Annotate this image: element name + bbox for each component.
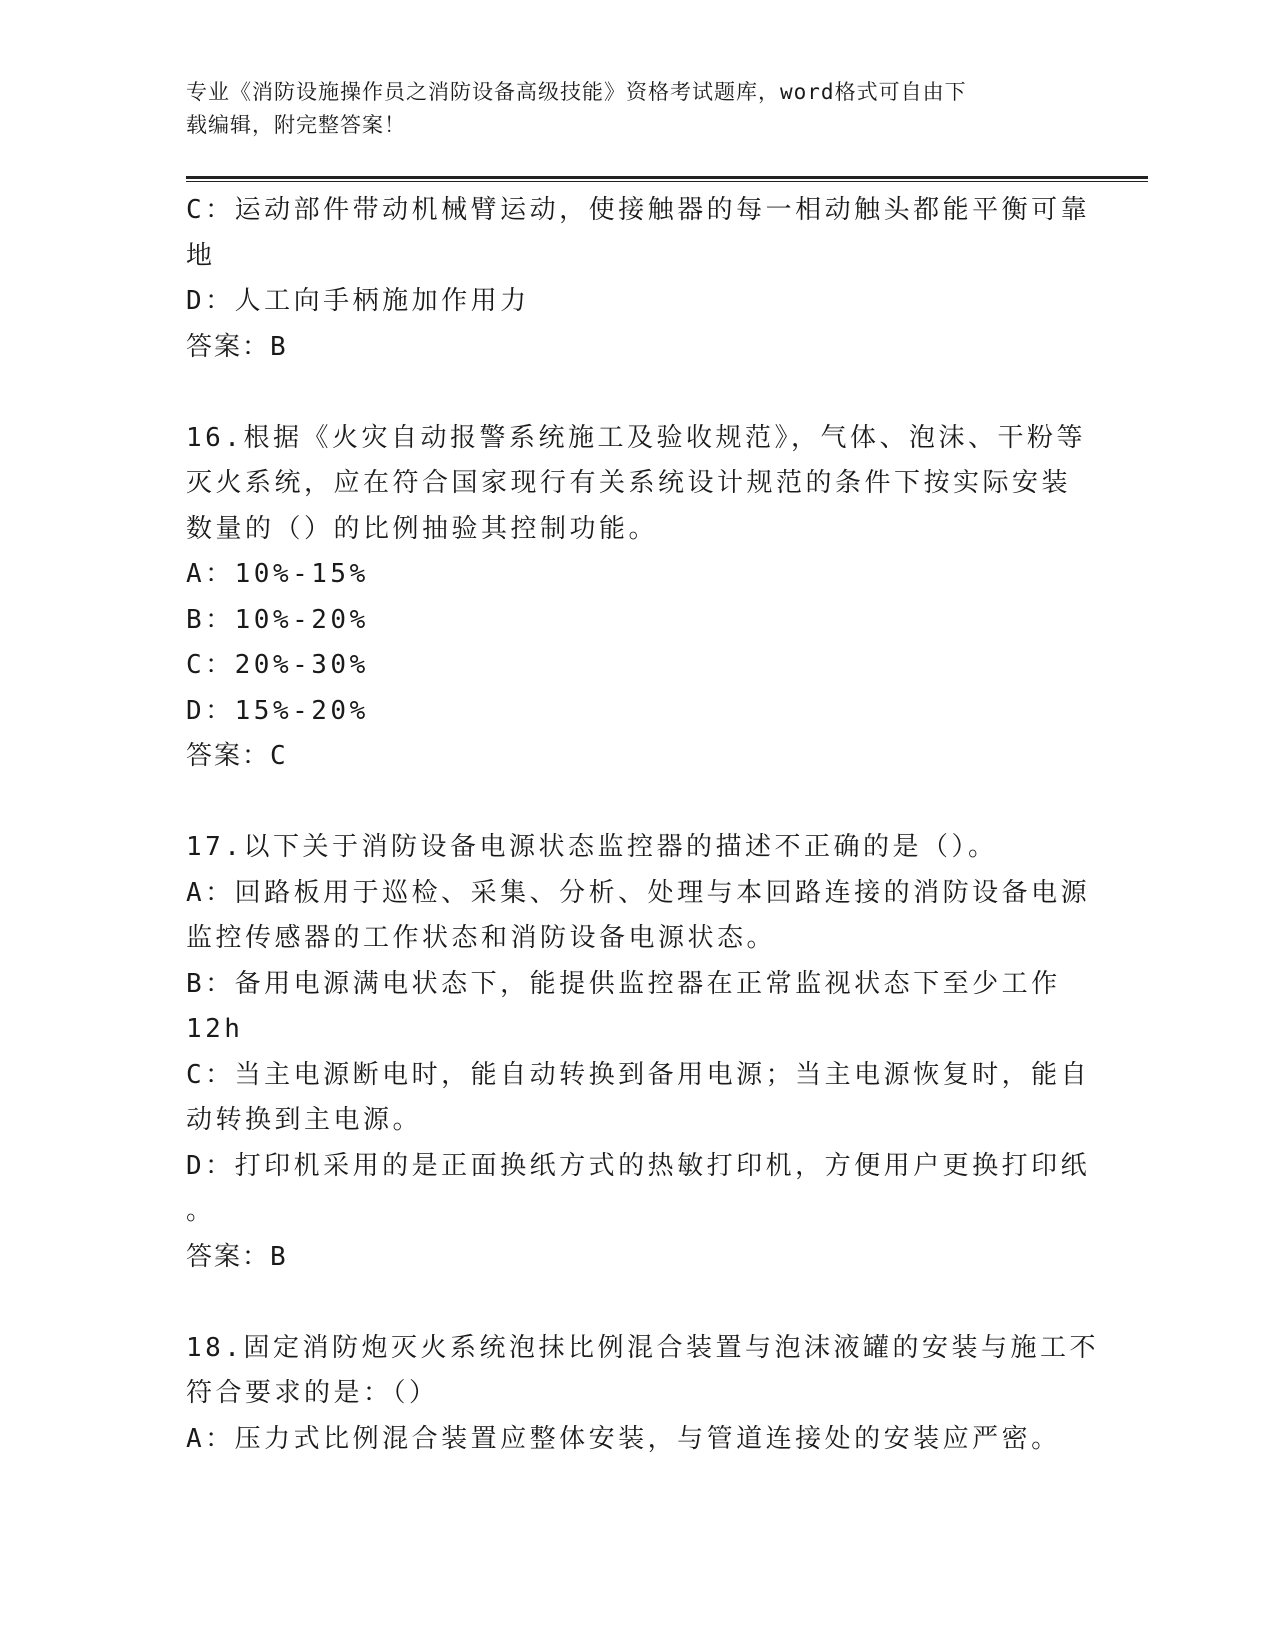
q17-option-d-line-2: 。 — [186, 1196, 216, 1226]
header-line-1: 专业《消防设施操作员之消防设备高级技能》资格考试题库，word格式可自由下 — [186, 80, 967, 104]
spacer — [186, 1280, 1066, 1326]
question-content — [186, 188, 1099, 1462]
q17-option-b-line-1: B：备用电源满电状态下，能提供监控器在正常监视状态下至少工作 — [186, 968, 1061, 999]
header-divider-thick — [186, 176, 1148, 179]
q17-option-a-line-1: A：回路板用于巡检、采集、分析、处理与本回路连接的消防设备电源 — [186, 877, 1091, 908]
q16-option-b: B：10%-20% — [186, 604, 369, 635]
q15-option-c-line-2: 地 — [186, 240, 216, 271]
q16-answer: 答案：C — [186, 741, 288, 771]
spacer — [186, 780, 1066, 826]
q16-option-a: A：10%-15% — [186, 559, 369, 589]
q17-option-b-line-2: 12h — [186, 1014, 244, 1044]
q16-option-d: D：15%-20% — [186, 695, 369, 726]
q18-option-a: A：压力式比例混合装置应整体安装，与管道连接处的安装应严密。 — [186, 1423, 1061, 1454]
q15-answer: 答案：B — [186, 331, 288, 362]
q17-option-a-line-2: 监控传感器的工作状态和消防设备电源状态。 — [186, 923, 777, 953]
q18-stem-line-1: 18.固定消防炮灭火系统泡抹比例混合装置与泡沫液罐的安装与施工不 — [186, 1332, 1099, 1363]
q17-stem: 17.以下关于消防设备电源状态监控器的描述不正确的是（）。 — [186, 832, 998, 862]
q15-option-c-line-1: C：运动部件带动机械臂运动，使接触器的每一相动触头都能平衡可靠 — [186, 195, 1091, 225]
q15-option-d: D：人工向手柄施加作用力 — [186, 286, 530, 316]
q18-stem-line-2: 符合要求的是：（） — [186, 1378, 439, 1408]
q16-stem-line-3: 数量的（）的比例抽验其控制功能。 — [186, 513, 659, 544]
q16-stem-line-2: 灭火系统，应在符合国家现行有关系统设计规范的条件下按实际安装 — [186, 468, 1072, 498]
q17-option-c-line-2: 动转换到主电源。 — [186, 1105, 423, 1135]
document-header — [186, 76, 1066, 142]
q16-option-c: C：20%-30% — [186, 650, 369, 680]
spacer — [186, 370, 1066, 416]
q17-answer: 答案：B — [186, 1241, 288, 1272]
q17-option-c-line-1: C：当主电源断电时，能自动转换到备用电源；当主电源恢复时，能自 — [186, 1059, 1091, 1090]
header-line-2: 载编辑，附完整答案！ — [186, 113, 406, 137]
header-divider-thin — [186, 181, 1148, 182]
q17-option-d-line-1: D：打印机采用的是正面换纸方式的热敏打印机，方便用户更换打印纸 — [186, 1150, 1091, 1181]
q16-stem-line-1: 16.根据《火灾自动报警系统施工及验收规范》，气体、泡沫、干粉等 — [186, 422, 1086, 453]
